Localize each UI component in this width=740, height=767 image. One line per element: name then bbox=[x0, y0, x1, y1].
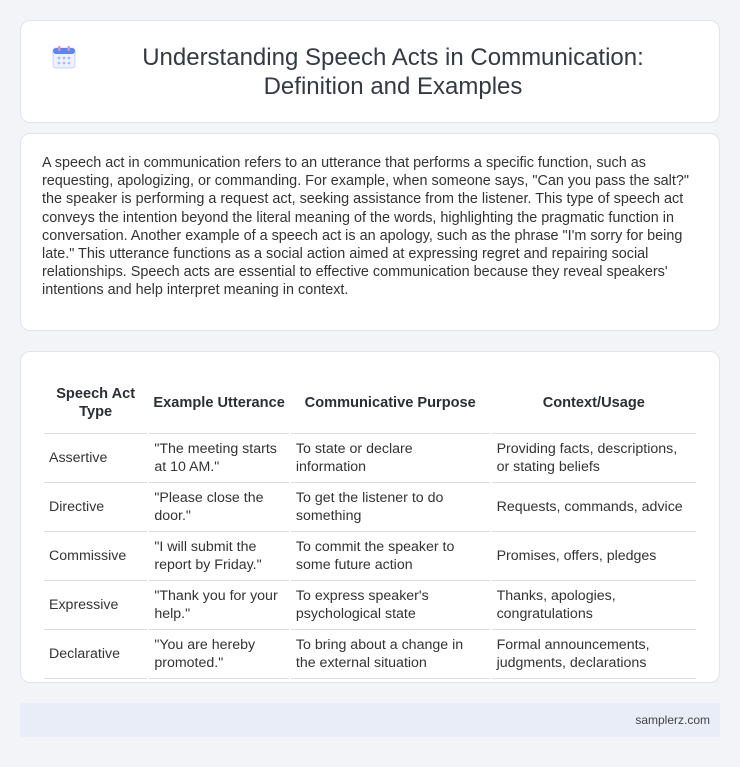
table-header-row bbox=[44, 372, 696, 434]
cell-context: Thanks, apologies, congratulations bbox=[492, 581, 696, 630]
table-row bbox=[44, 581, 696, 630]
calendar-icon bbox=[51, 44, 77, 70]
footer bbox=[20, 703, 720, 737]
intro-card bbox=[20, 133, 720, 331]
intro-paragraph: A speech act in communication refers to an utterance that performs a specific function, such as requesting, apologizing, or commanding. For example, when someone says, "Can you pass the salt?" the speaker is performing a request act, seeking assistance from the listener. This type of speech act conveys the intention beyond the literal meaning of the words, highlighting the pragmatic function in conversation. Another example of a speech act is an apology, such as the phrase "I'm sorry for being late." This utterance functions as a social action aimed at expressing regret and repairing social relationships. Speech acts are essential to effective communication because they reveal speakers' intentions and help interpret meaning in context. bbox=[42, 155, 689, 299]
cell-context: Promises, offers, pledges bbox=[492, 532, 696, 581]
cell-purpose: To bring about a change in the external situation bbox=[291, 630, 490, 679]
title-card bbox=[20, 20, 720, 123]
speech-acts-table bbox=[42, 372, 698, 679]
cell-example: "Please close the door." bbox=[149, 483, 289, 532]
cell-context: Providing facts, descriptions, or stating beliefs bbox=[492, 434, 696, 483]
cell-example: "Thank you for your help." bbox=[149, 581, 289, 630]
column-header-purpose: Communicative Purpose bbox=[291, 372, 490, 434]
cell-context: Formal announcements, judgments, declarations bbox=[492, 630, 696, 679]
cell-purpose: To commit the speaker to some future action bbox=[291, 532, 490, 581]
cell-type: Commissive bbox=[44, 532, 147, 581]
cell-type: Declarative bbox=[44, 630, 147, 679]
cell-context: Requests, commands, advice bbox=[492, 483, 696, 532]
cell-example: "You are hereby promoted." bbox=[149, 630, 289, 679]
table-row bbox=[44, 434, 696, 483]
table-card bbox=[20, 351, 720, 683]
column-header-context: Context/Usage bbox=[492, 372, 696, 434]
column-header-example: Example Utterance bbox=[149, 372, 289, 434]
cell-purpose: To get the listener to do something bbox=[291, 483, 490, 532]
cell-purpose: To state or declare information bbox=[291, 434, 490, 483]
table-row bbox=[44, 483, 696, 532]
cell-example: "The meeting starts at 10 AM." bbox=[149, 434, 289, 483]
cell-example: "I will submit the report by Friday." bbox=[149, 532, 289, 581]
page-title: Understanding Speech Acts in Communication: Definition and Examples bbox=[142, 43, 644, 100]
cell-type: Assertive bbox=[44, 434, 147, 483]
table-row bbox=[44, 532, 696, 581]
footer-site-link[interactable]: samplerz.com bbox=[635, 713, 710, 727]
title-wrap bbox=[21, 43, 719, 101]
column-header-type: Speech Act Type bbox=[44, 372, 147, 434]
table-row bbox=[44, 630, 696, 679]
cell-type: Directive bbox=[44, 483, 147, 532]
cell-type: Expressive bbox=[44, 581, 147, 630]
cell-purpose: To express speaker's psychological state bbox=[291, 581, 490, 630]
